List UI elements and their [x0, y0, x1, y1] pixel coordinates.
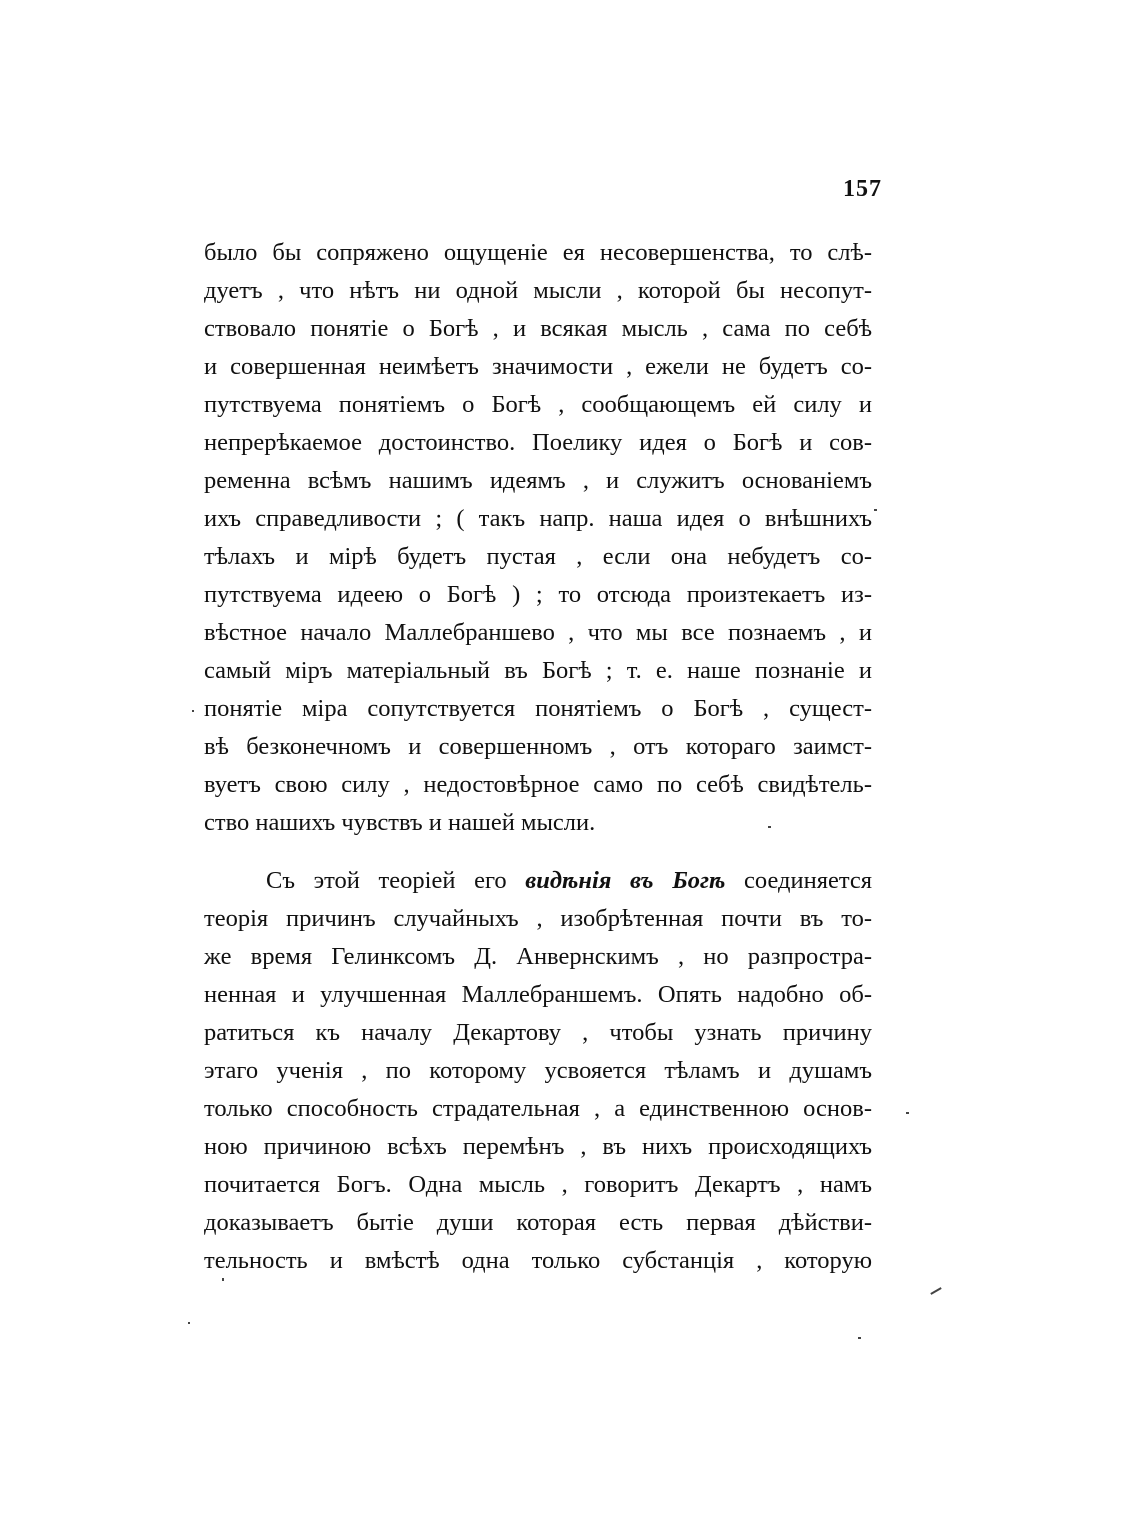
text-line: только способность страдательная , а единственною основ- — [204, 1095, 872, 1122]
scan-speck — [222, 1278, 224, 1281]
text-line: же время Гелинксомъ Д. Анвернскимъ , но разпростра- — [204, 943, 872, 970]
page-number: 157 — [843, 176, 882, 202]
scan-speck — [874, 509, 877, 511]
paragraph-1 — [204, 234, 872, 842]
text-line: ствовало понятіе о Богѣ , и всякая мысль , сама по себѣ — [204, 315, 872, 342]
scan-speck — [188, 1322, 190, 1324]
text-line: и совершенная неимѣетъ значимости , ежели не будетъ со- — [204, 353, 872, 380]
text-line: ременна всѣмъ нашимъ идеямъ , и служитъ основаніемъ — [204, 467, 872, 494]
text-line: ною причиною всѣхъ перемѣнъ , въ нихъ происходящихъ — [204, 1133, 872, 1160]
text-line: почитается Богъ. Одна мысль , говоритъ Декартъ , намъ — [204, 1171, 872, 1198]
text-line: этаго ученія , по которому усвояется тѣламъ и душамъ — [204, 1057, 872, 1084]
text-line: ненная и улучшенная Маллебраншемъ. Опять надобно об- — [204, 981, 872, 1008]
text-line: понятіе міра сопутствуется понятіемъ о Богѣ , сущест- — [204, 695, 872, 722]
text-line: было бы сопряжено ощущеніе ея несовершенства, то слѣ- — [204, 239, 872, 266]
text-line: дуетъ , что нѣтъ ни одной мысли , которой бы несопут- — [204, 277, 872, 304]
text-line: тельность и вмѣстѣ одна только субстанція , которую — [204, 1247, 872, 1274]
text-line: тѣлахъ и мірѣ будетъ пустая , если она небудетъ со- — [204, 543, 872, 570]
scan-speck — [858, 1337, 861, 1339]
text-run: соединяется — [725, 867, 872, 894]
text-line: доказываетъ бытіе души которая есть первая дѣйстви- — [204, 1209, 872, 1236]
text-line: самый міръ матеріальный въ Богѣ ; т. е. наше познаніе и — [204, 657, 872, 684]
text-line: ихъ справедливости ; ( такъ напр. наша идея о внѣшнихъ — [204, 505, 872, 532]
text-line: ратиться къ началу Декартову , чтобы узнать причину — [204, 1019, 872, 1046]
text-line: теорія причинъ случайныхъ , изобрѣтенная почти въ то- — [204, 905, 872, 932]
emphasized-phrase: видѣнія въ Богѣ — [525, 867, 726, 894]
text-line: вѣ безконечномъ и совершенномъ , отъ котораго заимст- — [204, 733, 872, 760]
text-run: Съ этой теоріей его — [266, 867, 526, 894]
scan-speck — [192, 710, 194, 712]
text-line: путствуема идеею о Богѣ ) ; то отсюда произтекаетъ из- — [204, 581, 872, 608]
scan-speck — [906, 1112, 909, 1114]
text-line: ство нашихъ чувствъ и нашей мысли. — [204, 809, 596, 836]
text-line: вуетъ свою силу , недостовѣрное само по себѣ свидѣтель- — [204, 771, 872, 798]
paragraph-2 — [204, 862, 872, 1280]
text-line: путствуема понятіемъ о Богѣ , сообщающемъ ей силу и — [204, 391, 872, 418]
text-line-first — [204, 862, 872, 900]
scan-speck — [768, 826, 771, 828]
text-line: непрерѣкаемое достоинство. Поелику идея о Богѣ и сов- — [204, 429, 872, 456]
scan-speck — [930, 1287, 941, 1295]
text-line: вѣстное начало Маллебраншево , что мы все познаемъ , и — [204, 619, 872, 646]
